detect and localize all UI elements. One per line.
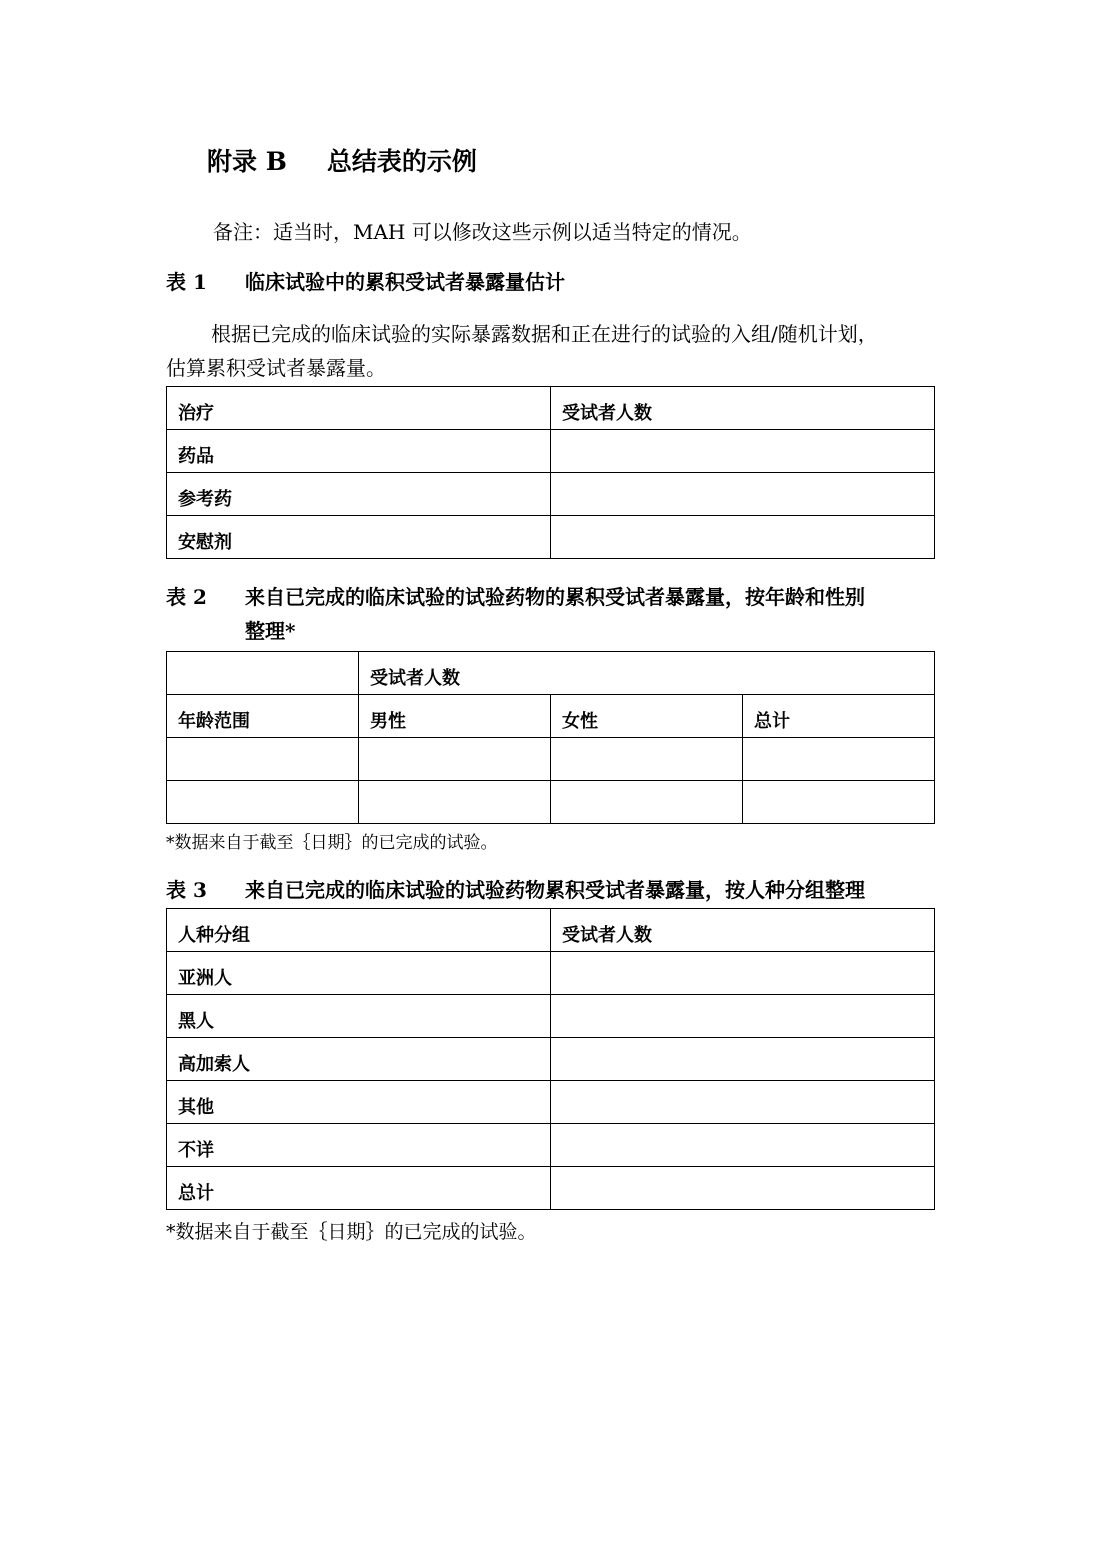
note-text: 备注：适当时，MAH 可以修改这些示例以适当特定的情况。 [213,220,752,244]
table1-cell [551,473,935,516]
table2-header-male: 男性 [359,695,551,738]
table3-cell [551,995,935,1038]
table2-cell [743,781,935,824]
table3-header-race: 人种分组 [167,909,551,952]
table2-header-age: 年龄范围 [167,695,359,738]
table3-row-label: 亚洲人 [167,952,551,995]
table2-title-line1: 来自已完成的临床试验的试验药物的累积受试者暴露量，按年龄和性别 [245,585,865,609]
table-row [167,1167,935,1210]
table-row [167,738,935,781]
table3-number: 表 3 [166,878,207,902]
table2-header-total: 总计 [743,695,935,738]
table3-row-label: 总计 [167,1167,551,1210]
table1 [166,386,935,559]
table3-row-label: 高加索人 [167,1038,551,1081]
table3-row-label: 不详 [167,1124,551,1167]
table1-intro-line1: 根据已完成的临床试验的实际暴露数据和正在进行的试验的入组/随机计划， [211,322,878,346]
table-header-row [167,652,935,695]
table3-cell [551,1038,935,1081]
table3-title: 来自已完成的临床试验的试验药物累积受试者暴露量，按人种分组整理 [245,878,865,902]
table1-cell [551,430,935,473]
table1-number: 表 1 [166,270,207,294]
appendix-label: 附录 B [207,147,287,176]
table-row [167,516,935,559]
table2-title-line2: 整理* [245,619,296,643]
table-row [167,430,935,473]
table-header-row [167,387,935,430]
table3-cell [551,952,935,995]
table1-row-label: 安慰剂 [167,516,551,559]
table1-header-count: 受试者人数 [551,387,935,430]
table2-group-header: 受试者人数 [359,652,935,695]
table1-row-label: 药品 [167,430,551,473]
table-header-row [167,909,935,952]
table3-row-label: 黑人 [167,995,551,1038]
appendix-heading [207,145,477,179]
table-row [167,995,935,1038]
table-row [167,473,935,516]
table1-intro [166,317,956,385]
table2-corner-cell [167,652,359,695]
appendix-title: 总结表的示例 [326,147,477,176]
table2-cell [551,738,743,781]
table3-cell [551,1081,935,1124]
table2-cell [743,738,935,781]
table1-title: 临床试验中的累积受试者暴露量估计 [245,270,565,294]
table1-caption [166,265,565,299]
table2-cell [167,781,359,824]
table-row [167,1038,935,1081]
table-row [167,781,935,824]
table3-cell [551,1124,935,1167]
table3-footnote: *数据来自于截至｛日期｝的已完成的试验。 [166,1221,537,1243]
table-row [167,1124,935,1167]
table2-caption [166,580,865,648]
table2-header-female: 女性 [551,695,743,738]
table-row [167,952,935,995]
table1-cell [551,516,935,559]
table2-cell [167,738,359,781]
table2 [166,651,935,824]
table1-intro-line2: 估算累积受试者暴露量。 [166,356,386,380]
table3-row-label: 其他 [167,1081,551,1124]
table3-caption [166,873,865,907]
table3 [166,908,935,1210]
table2-cell [359,781,551,824]
table3-cell [551,1167,935,1210]
table2-number: 表 2 [166,585,207,609]
table-row [167,1081,935,1124]
table2-footnote: *数据来自于截至｛日期｝的已完成的试验。 [166,833,498,853]
table2-cell [551,781,743,824]
table3-header-count: 受试者人数 [551,909,935,952]
table2-cell [359,738,551,781]
table1-row-label: 参考药 [167,473,551,516]
table1-header-treatment: 治疗 [167,387,551,430]
table-header-row [167,695,935,738]
